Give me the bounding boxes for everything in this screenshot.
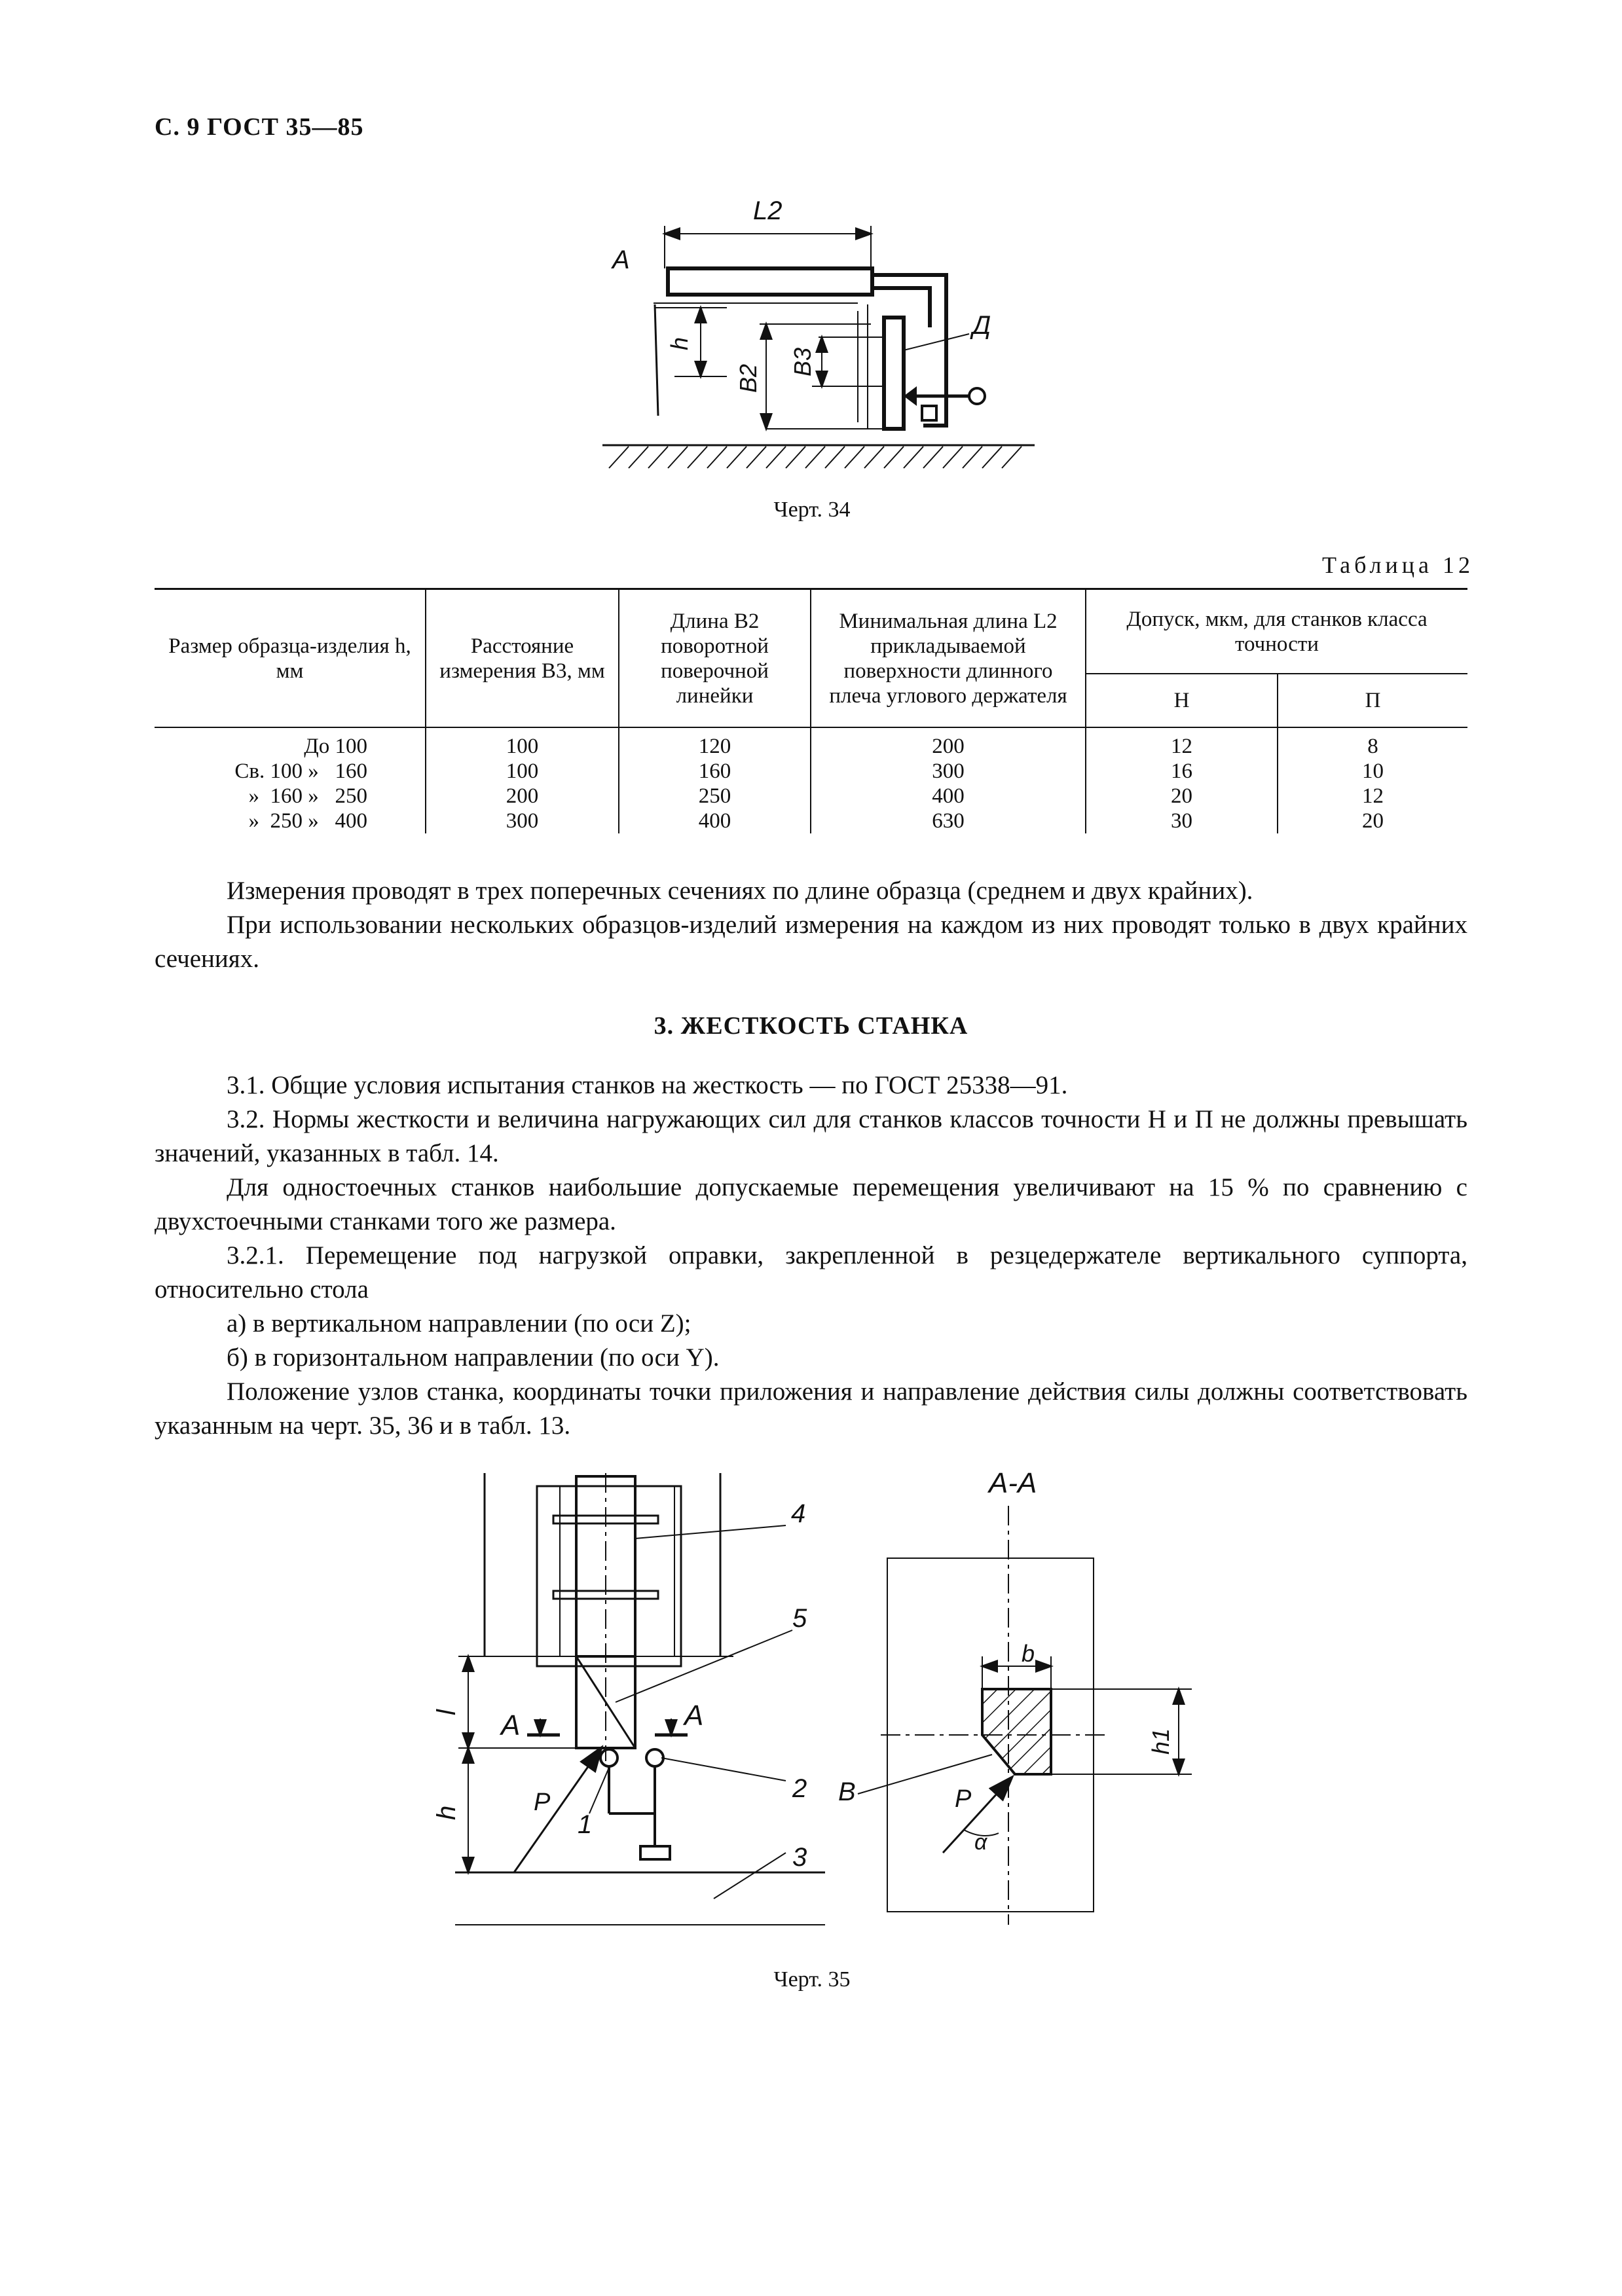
table-header-b3: Расстояние измерения B3, мм <box>426 590 619 727</box>
cell-l2: 300 <box>811 759 1086 784</box>
cell-n: 12 <box>1086 734 1278 759</box>
table-header-b2: Длина B2 поворотной поверочной линейки <box>619 590 811 727</box>
paragraph: 3.1. Общие условия испытания станков на жесткость — по ГОСТ 25338—91. <box>227 1071 1068 1099</box>
paragraph: Измерения проводят в трех поперечных сечениях по длине образца (среднем и двух крайних). <box>227 877 1253 905</box>
cell-b2: 400 <box>619 809 811 833</box>
cell-p: 12 <box>1278 784 1467 809</box>
label-alpha: α <box>974 1830 987 1855</box>
table-header-l2: Минимальная длина L2 прикладываемой поверхности длинного плеча углового держателя <box>811 590 1086 727</box>
cell-l2: 400 <box>811 784 1086 809</box>
cell-b3: 300 <box>426 809 619 833</box>
table-header-tolerance: Допуск, мкм, для станков класса точности <box>1086 590 1467 674</box>
label-d: Д <box>972 311 991 340</box>
paragraph: При использовании нескольких образцов-изделий измерения на каждом из них проводят только в двух крайних сечениях. <box>155 911 1467 973</box>
paragraph: 3.2.1. Перемещение под нагрузкой оправки, закрепленной в резцедержателе вертикального суппорта, относительно стола <box>155 1241 1467 1303</box>
label-p-left: P <box>534 1789 551 1816</box>
label-a-right: А <box>684 1700 704 1732</box>
text-block-measurements <box>155 874 1467 976</box>
cell-n: 30 <box>1086 809 1278 833</box>
table-row <box>155 759 1467 784</box>
paragraph: б) в горизонтальном направлении (по оси Y). <box>227 1343 720 1372</box>
cell-size: Св. 100 » 160 <box>155 759 426 784</box>
cell-size: » 160 » 250 <box>155 784 426 809</box>
table-12-title: Таблица 12 <box>1322 552 1474 578</box>
figure-34-caption: Черт. 34 <box>773 498 851 522</box>
label-h: h <box>432 1805 461 1820</box>
cell-b3: 100 <box>426 759 619 784</box>
paragraph: Для одностоечных станков наибольшие допускаемые перемещения увеличивают на 15 % по сравнению с двухстоечными станками того же размера. <box>155 1173 1467 1235</box>
label-section-aa: А-А <box>989 1467 1037 1499</box>
table-header-size: Размер образца-изделия h, мм <box>155 590 426 727</box>
section-title: 3. ЖЕСТКОСТЬ СТАНКА <box>654 1012 968 1040</box>
cell-p: 10 <box>1278 759 1467 784</box>
table-row <box>155 734 1467 759</box>
table-row <box>155 784 1467 809</box>
cell-l2: 630 <box>811 809 1086 833</box>
cell-b2: 120 <box>619 734 811 759</box>
label-a: А <box>612 246 630 274</box>
label-h: h <box>666 337 693 350</box>
label-5: 5 <box>792 1604 807 1633</box>
table-12 <box>155 588 1467 833</box>
cell-n: 20 <box>1086 784 1278 809</box>
cell-n: 16 <box>1086 759 1278 784</box>
cell-b2: 250 <box>619 784 811 809</box>
label-1: 1 <box>578 1810 593 1839</box>
cell-b2: 160 <box>619 759 811 784</box>
page-header: С. 9 ГОСТ 35—85 <box>155 113 364 141</box>
table-header-class-n: Н <box>1086 674 1278 727</box>
label-b: b <box>1022 1640 1035 1667</box>
label-a-left: А <box>501 1709 521 1741</box>
figure-35-caption: Черт. 35 <box>773 1967 851 1992</box>
label-b3: B3 <box>789 347 816 376</box>
paragraph: 3.2. Нормы жесткости и величина нагружающих сил для станков классов точности Н и П не должны превышать значений, указанных в табл. 14. <box>155 1105 1467 1167</box>
cell-b3: 100 <box>426 734 619 759</box>
cell-p: 8 <box>1278 734 1467 759</box>
figure-34-drawing <box>576 187 1048 494</box>
cell-l2: 200 <box>811 734 1086 759</box>
label-l2: L2 <box>753 196 783 225</box>
figure-35-main-view <box>419 1460 838 1931</box>
cell-size: До 100 <box>155 734 426 759</box>
label-l: l <box>432 1709 461 1715</box>
paragraph: Положение узлов станка, координаты точки приложения и направление действия силы должны соответствовать указанным на черт. 35, 36 и в табл. 13. <box>155 1377 1467 1440</box>
cell-size: » 250 » 400 <box>155 809 426 833</box>
label-2: 2 <box>792 1774 807 1803</box>
cell-b3: 200 <box>426 784 619 809</box>
cell-p: 20 <box>1278 809 1467 833</box>
label-h1: h1 <box>1147 1728 1174 1755</box>
paragraph: а) в вертикальном направлении (по оси Z); <box>227 1309 691 1338</box>
label-3: 3 <box>792 1843 807 1872</box>
section-3-body <box>155 1068 1467 1443</box>
label-b2: B2 <box>735 363 762 393</box>
table-header-class-p: П <box>1278 674 1467 727</box>
table-row <box>155 809 1467 833</box>
label-b-point: В <box>838 1777 856 1806</box>
figure-35-section-aa <box>825 1453 1231 1925</box>
label-p-right: P <box>955 1785 972 1813</box>
label-4: 4 <box>791 1499 806 1528</box>
